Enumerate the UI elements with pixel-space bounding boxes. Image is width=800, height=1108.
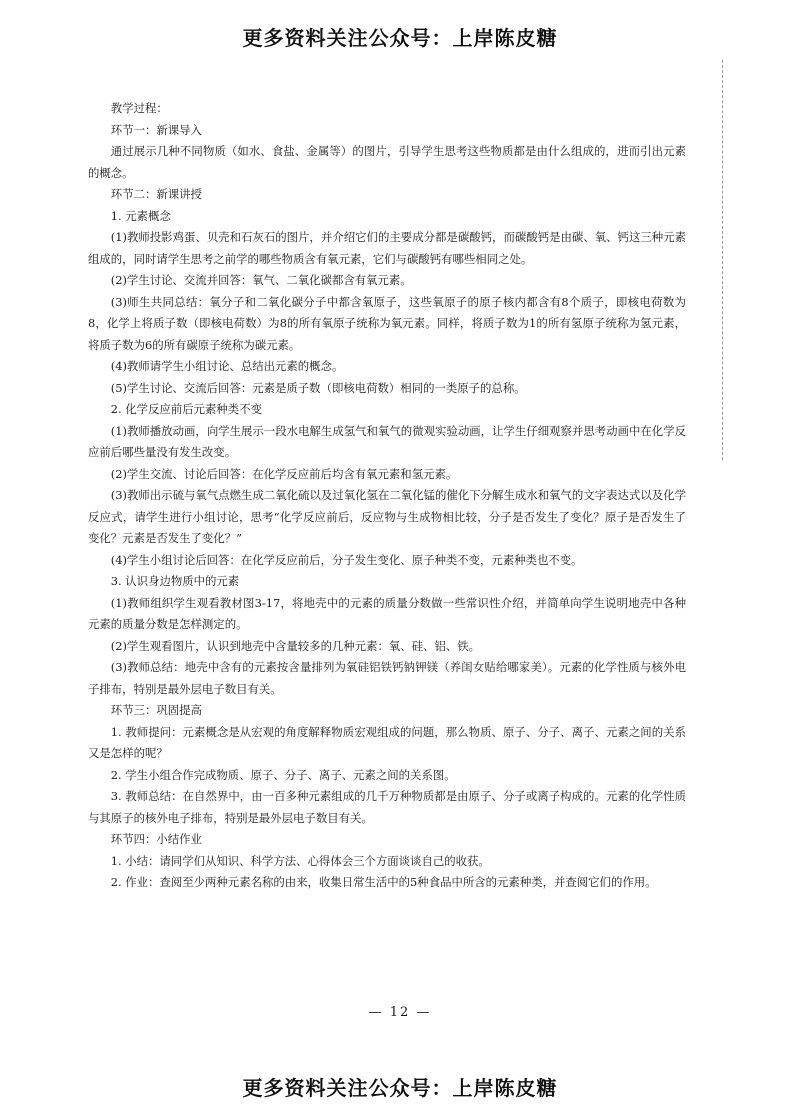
document-body [88, 98, 686, 894]
paragraph: (1)教师投影鸡蛋、贝壳和石灰石的图片，并介绍它们的主要成分都是碳酸钙，而碳酸钙是由碳、氧、钙这三种元素组成的，同时请学生思考之前学的哪些物质含有氧元素，它们与碳酸钙有哪些相同之处。 [88, 230, 686, 266]
paragraph: 2. 化学反应前后元素种类不变 [110, 402, 262, 416]
paragraph: 环节一：新课导入 [110, 122, 202, 137]
paragraph: (3)教师出示硫与氧气点燃生成二氧化硫以及过氧化氢在二氧化锰的催化下分解生成水和氧气的文字表达式以及化学反应式，请学生进行小组讨论，思考“化学反应前后，反应物与生成物相比较，分子是否发生了变化？原子是否发生了变化？元素是否发生了变化？” [88, 488, 686, 545]
paragraph: 教学过程： [110, 101, 168, 115]
paragraph: 环节二：新课讲授 [110, 187, 202, 201]
paragraph: 2. 作业：查阅至少两种元素名称的由来，收集日常生活中的5种食品中所含的元素种类，并查阅它们的作用。 [110, 875, 657, 889]
paragraph: (4)学生小组讨论后回答：在化学反应前后，分子发生变化、原子种类不变，元素种类也不变。 [110, 552, 583, 567]
paragraph: 3. 教师总结：在自然界中，由一百多种元素组成的几千万种物质都是由原子、分子或离子构成的。元素的化学性质与其原子的核外电子排布，特别是最外层电子数目有关。 [88, 789, 686, 825]
paragraph: (3)教师总结：地壳中含有的元素按含量排列为氧硅铝铁钙钠钾镁（养闺女贴给哪家美）。元素的化学性质与核外电子排布，特别是最外层电子数目有关。 [88, 660, 686, 696]
paragraph: 1. 小结：请同学们从知识、科学方法、心得体会三个方面谈谈自己的收获。 [110, 853, 490, 868]
paragraph: (1)教师组织学生观看教材图3-17，将地壳中的元素的质量分数做一些常识性介绍，并简单向学生说明地壳中各种元素的质量分数是怎样测定的。 [88, 595, 686, 631]
paragraph: (1)教师播放动画，向学生展示一段水电解生成氢气和氧气的微观实验动画，让学生仔细观察并思考动画中在化学反应前后哪些量没有发生改变。 [88, 423, 686, 459]
paragraph: 环节三：巩固提高 [110, 703, 202, 717]
paragraph: (3)师生共同总结：氧分子和二氧化碳分子中都含氧原子，这些氧原子的原子核内都含有8个质子，即核电荷数为8，化学上将质子数（即核电荷数）为8的所有氧原子统称为氧元素。同样，将质子数为1的所有氢原子统称为氢元素，将质子数为6的所有碳原子统称为碳元素。 [88, 294, 686, 352]
paragraph: 2. 学生小组合作完成物质、原子、分子、离子、元素之间的关系图。 [110, 767, 456, 782]
paragraph: 1. 元素概念 [110, 208, 171, 223]
paragraph: 3. 认识身边物质中的元素 [110, 574, 240, 588]
paragraph: (2)学生交流、讨论后回答：在化学反应前后均含有氧元素和氢元素。 [110, 466, 458, 481]
paragraph: 通过展示几种不同物质（如水、食盐、金属等）的图片，引导学生思考这些物质都是由什么组成的，进而引出元素的概念。 [88, 144, 686, 180]
page-edge-line [722, 60, 723, 460]
paragraph: (2)学生观看图片，认识到地壳中含量较多的几种元素：氧、硅、铝、铁。 [110, 638, 481, 653]
paragraph: 1. 教师提问：元素概念是从宏观的角度解释物质宏观组成的问题，那么物质、原子、分子、离子、元素之间的关系又是怎样的呢？ [88, 724, 686, 760]
paragraph: (2)学生讨论、交流并回答：氧气、二氧化碳都含有氧元素。 [110, 273, 412, 287]
paragraph: 环节四：小结作业 [110, 832, 202, 846]
footer-banner: 更多资料关注公众号：上岸陈皮糖 [242, 1076, 558, 1100]
paragraph: (4)教师请学生小组讨论、总结出元素的概念。 [110, 359, 344, 373]
header-banner: 更多资料关注公众号：上岸陈皮糖 [242, 26, 558, 50]
paragraph: (5)学生讨论、交流后回答：元素是质子数（即核电荷数）相同的一类原子的总称。 [110, 380, 526, 395]
page-number: — 12 — [368, 1005, 432, 1020]
